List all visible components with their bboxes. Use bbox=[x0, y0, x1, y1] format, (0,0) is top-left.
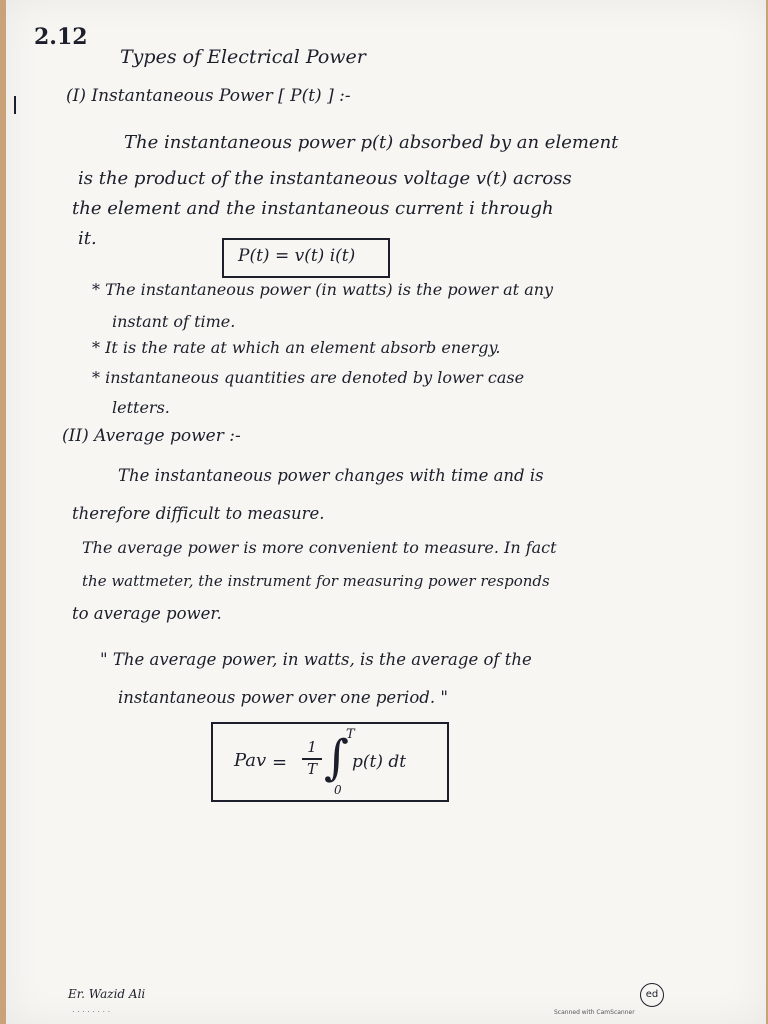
bullet-1-line-1: * The instantaneous power (in watts) is the power at any bbox=[92, 280, 554, 299]
part1-heading: (I) Instantaneous Power [ P(t) ] :- bbox=[66, 86, 351, 106]
section-number: 2.12 bbox=[34, 24, 88, 50]
integral-lower-limit: 0 bbox=[334, 783, 342, 797]
part2-para-line-4: the wattmeter, the instrument for measuring power responds bbox=[82, 572, 550, 590]
part2-heading: (II) Average power :- bbox=[62, 426, 241, 446]
part1-para-line-3: the element and the instantaneous current i through bbox=[72, 198, 554, 219]
part1-para-line-4: it. bbox=[78, 228, 97, 249]
formula-equals: = bbox=[272, 752, 288, 773]
integral-upper-limit: T bbox=[346, 727, 355, 742]
faint-footer-text: . . . . . . . . bbox=[72, 1005, 111, 1014]
fraction-denominator: T bbox=[306, 760, 317, 778]
part2-para-line-3: The average power is more convenient to measure. In fact bbox=[82, 538, 557, 557]
part2-para-line-1: The instantaneous power changes with time and is bbox=[118, 466, 544, 485]
integrand: p(t) dt bbox=[352, 752, 407, 772]
quote-line-2: instantaneous power over one period. " bbox=[118, 688, 448, 707]
margin-mark bbox=[14, 96, 16, 114]
author-signature: Er. Wazid Ali bbox=[68, 987, 146, 1001]
handwritten-page bbox=[6, 0, 766, 1024]
part1-para-line-1: The instantaneous power p(t) absorbed by an element bbox=[124, 132, 619, 153]
quote-line-1: " The average power, in watts, is the average of the bbox=[100, 650, 532, 669]
bullet-2: * It is the rate at which an element absorb energy. bbox=[92, 338, 501, 357]
scanner-watermark: Scanned with CamScanner bbox=[554, 1009, 635, 1016]
part2-para-line-5: to average power. bbox=[72, 604, 222, 623]
bullet-1-line-2: instant of time. bbox=[112, 312, 236, 331]
formula-instantaneous: P(t) = v(t) i(t) bbox=[238, 246, 356, 266]
stamp-icon: ed bbox=[640, 983, 664, 1007]
page-title: Types of Electrical Power bbox=[120, 46, 366, 68]
fraction-numerator: 1 bbox=[307, 738, 317, 756]
bullet-3-line-1: * instantaneous quantities are denoted by lower case bbox=[92, 368, 525, 387]
formula-lhs: Pav bbox=[234, 750, 267, 771]
part2-para-line-2: therefore difficult to measure. bbox=[72, 504, 325, 523]
part1-para-line-2: is the product of the instantaneous voltage v(t) across bbox=[78, 168, 572, 189]
bullet-3-line-2: letters. bbox=[112, 398, 170, 417]
integral-sign: ∫ bbox=[324, 730, 350, 786]
